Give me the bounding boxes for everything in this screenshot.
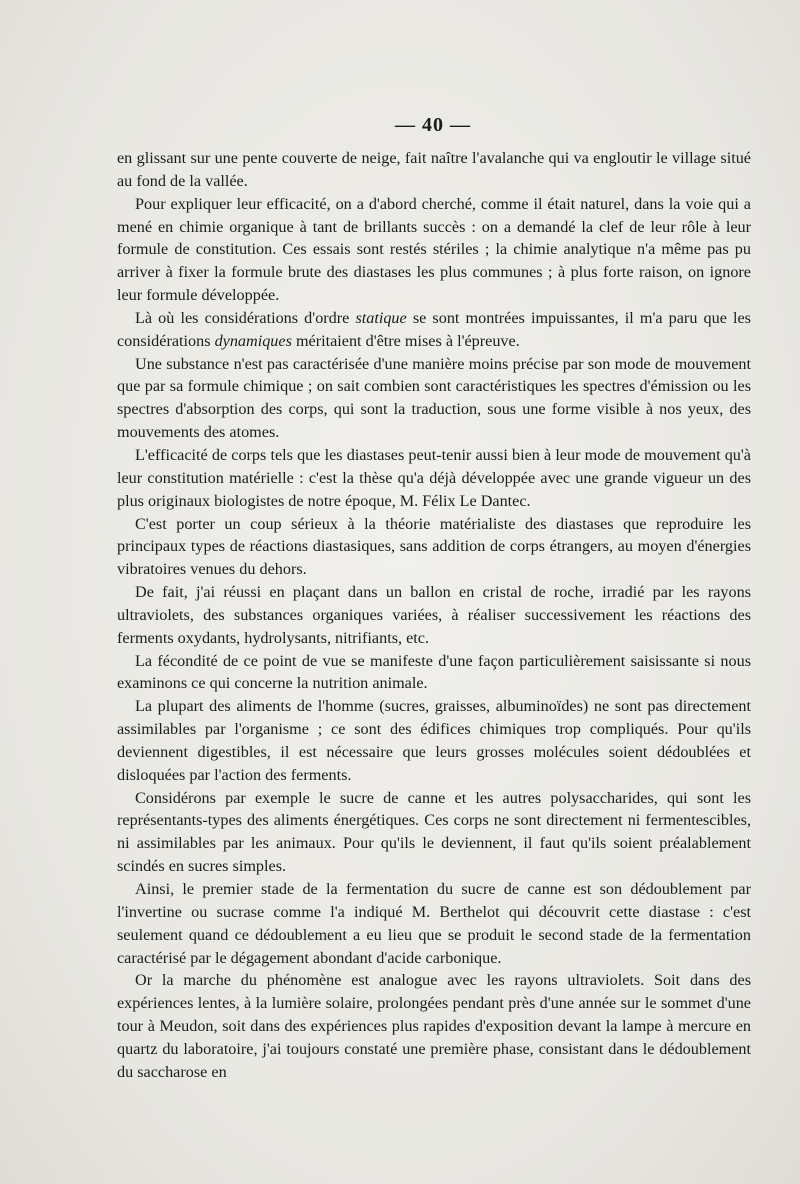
paragraph-2: Pour expliquer leur efficacité, on a d'abord cherché, comme il était naturel, dans la voie qui a mené en chimie organique à tant de brillants succès : on a demandé la clef de leur rôle à leur formule de constitution. Ces essais sont restés stériles ; la chimie analytique n'a même pas pu arriver à fixer la formule brute des diastases les plus communes ; à plus forte raison, on ignore leur formule développée. bbox=[117, 194, 751, 305]
paragraph-6: C'est porter un coup sérieux à la théorie matérialiste des diastases que reproduire les principaux types de réactions diastasiques, sans addition de corps étrangers, au moyen d'énergies vibratoires venues du dehors. bbox=[117, 514, 751, 579]
paragraph-7: De fait, j'ai réussi en plaçant dans un ballon en cristal de roche, irradié par les rayons ultraviolets, des substances organiques variées, à réaliser successivement les réactions des ferments oxydants, hydrolysants, nitrifiants, etc. bbox=[117, 583, 751, 647]
paragraph-8: La fécondité de ce point de vue se manifeste d'une façon particulièrement saisissante si nous examinons ce qui concerne la nutrition animale. bbox=[117, 651, 751, 693]
emphasis-dynamiques: dynamiques bbox=[214, 331, 292, 350]
paragraph-5: L'efficacité de corps tels que les diastases peut-tenir aussi bien à leur mode de mouvement qu'à leur constitution matérielle : c'est la thèse qu'a déjà développée avec une grande vigueur un des plus originaux biologistes de notre époque, M. Félix Le Dantec. bbox=[117, 445, 751, 510]
paragraph-4: Une substance n'est pas caractérisée d'une manière moins précise par son mode de mouvement que par sa formule chimique ; on sait combien sont caractéristiques les spectres d'émission ou les spectres d'absorption des corps, qui sont la traduction, sous une forme visible à nos yeux, des mouvements des atomes. bbox=[117, 354, 751, 442]
page-number: — 40 — bbox=[395, 114, 471, 136]
paragraph-3-part-2: se sont montrées impuissantes, il m'a paru que les considérations bbox=[117, 308, 751, 350]
paragraph-9: La plupart des aliments de l'homme (sucres, graisses, albuminoïdes) ne sont pas directement assimilables par l'organisme ; ce sont des édifices chimiques trop compliqués. Pour qu'ils deviennent digestibles, il est nécessaire que leurs grosses molécules soient dédoublées et disloquées par l'action des ferments. bbox=[117, 697, 751, 784]
paragraph-12: Or la marche du phénomène est analogue avec les rayons ultraviolets. Soit dans des expériences lentes, à la lumière solaire, prolongées pendant près d'une année sur le sommet d'une tour à Meudon, soit dans des expériences plus rapides d'exposition devant la lampe à mercure en quartz du laboratoire, j'ai toujours constaté une première phase, consistant dans le dédoublement du saccharose en bbox=[117, 971, 751, 1081]
paragraph-10: Considérons par exemple le sucre de canne et les autres polysaccharides, qui sont les représentants-types des aliments énergétiques. Ces corps ne sont directement ni fermentescibles, ni assimilables par les animaux. Pour qu'ils le deviennent, il faut qu'ils soient préalablement scindés en sucres simples. bbox=[117, 788, 751, 876]
paragraph-3-part-1: Là où les considérations d'ordre bbox=[135, 308, 356, 327]
paragraph-3-part-3: méritaient d'être mises à l'épreuve. bbox=[291, 331, 520, 350]
body-text bbox=[117, 147, 751, 1084]
emphasis-statique: statique bbox=[355, 308, 407, 327]
paragraph-1: en glissant sur une pente couverte de neige, fait naître l'avalanche qui va engloutir le village situé au fond de la vallée. bbox=[117, 149, 751, 190]
paragraph-3 bbox=[117, 307, 751, 353]
paragraph-11: Ainsi, le premier stade de la fermentation du sucre de canne est son dédoublement par l'invertine ou sucrase comme l'a indiqué M. Berthelot qui découvrit cette diastase : c'est seulement quand ce dédoublement a eu lieu que se produit le second stade de la fermentation caractérisé par le dégagement abondant d'acide carbonique. bbox=[117, 880, 751, 967]
